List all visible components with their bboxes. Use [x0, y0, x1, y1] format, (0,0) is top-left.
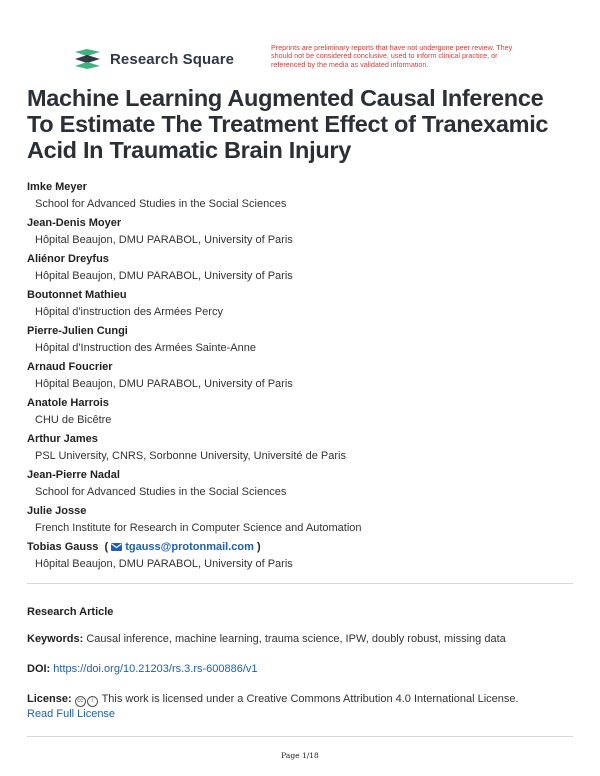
author-entry	[27, 252, 572, 288]
author-name: Jean-Pierre Nadal	[27, 469, 120, 481]
corresponding-author-entry	[27, 540, 572, 576]
author-affiliation: Hôpital Beaujon, DMU PARABOL, University of Paris	[35, 234, 293, 246]
author-affiliation: Hôpital Beaujon, DMU PARABOL, University of Paris	[35, 378, 293, 390]
author-entry	[27, 396, 572, 432]
author-list	[27, 180, 572, 576]
author-entry	[27, 324, 572, 360]
page-number: Page 1/18	[281, 751, 319, 760]
author-name: Imke Meyer	[27, 181, 87, 193]
research-square-logo[interactable]	[73, 48, 234, 70]
doi: DOI: https://doi.org/10.21203/rs.3.rs-600886/v1	[27, 663, 258, 675]
author-name: Arnaud Foucrier	[27, 361, 113, 373]
header	[0, 0, 600, 80]
divider	[27, 583, 573, 584]
author-entry	[27, 468, 572, 504]
author-affiliation: Hôpital d'Instruction des Armées Sainte-Anne	[35, 342, 256, 354]
author-name: Boutonnet Mathieu	[27, 289, 127, 301]
author-name: Aliénor Dreyfus	[27, 253, 109, 265]
logo-text: Research Square	[110, 50, 235, 68]
author-affiliation: Hôpital Beaujon, DMU PARABOL, University of Paris	[35, 558, 293, 570]
paper-title: Machine Learning Augmented Causal Inference To Estimate The Treatment Effect of Tranexamic Acid In Traumatic Brain Injury	[27, 85, 549, 163]
read-full-license-link[interactable]: Read Full License	[27, 708, 116, 720]
mail-icon	[111, 543, 122, 551]
author-affiliation: School for Advanced Studies in the Social Sciences	[35, 486, 287, 498]
author-affiliation: Hôpital d'instruction des Armées Percy	[35, 306, 223, 318]
author-affiliation: Hôpital Beaujon, DMU PARABOL, University of Paris	[35, 270, 293, 282]
attribution-icon: i	[87, 696, 98, 707]
author-entry	[27, 432, 572, 468]
author-affiliation: French Institute for Research in Computer Science and Automation	[35, 522, 362, 534]
article-type: Research Article	[27, 606, 114, 618]
author-affiliation: PSL University, CNRS, Sorbonne University, Université de Paris	[35, 450, 346, 462]
corresponding-author-name: Tobias Gauss ( tgauss@protonmail.com )	[27, 541, 261, 553]
preprint-disclaimer: Preprints are preliminary reports that have not undergone peer review. They should not be considered conclusive, used to inform clinical practice, or referenced by the media as validated information.	[271, 43, 513, 69]
author-entry	[27, 360, 572, 396]
author-name: Pierre-Julien Cungi	[27, 325, 128, 337]
author-name: Jean-Denis Moyer	[27, 217, 122, 229]
author-name: Julie Josse	[27, 505, 87, 517]
footer-divider	[27, 736, 573, 737]
doi-link[interactable]: https://doi.org/10.21203/rs.3.rs-600886/v1	[53, 663, 258, 675]
author-entry	[27, 504, 572, 540]
author-entry	[27, 216, 572, 252]
author-entry	[27, 180, 572, 216]
research-square-logo-icon	[73, 48, 103, 70]
keywords: Keywords: Causal inference, machine learning, trauma science, IPW, doubly robust, missing data	[27, 633, 506, 645]
author-email-link[interactable]: tgauss@protonmail.com	[111, 540, 254, 554]
creative-commons-icon: cc	[75, 696, 86, 707]
author-name: Anatole Harrois	[27, 397, 109, 409]
author-entry	[27, 288, 572, 324]
license: License: cc i This work is licensed under a Creative Commons Attribution 4.0 International License. Read Full License	[27, 693, 519, 720]
author-affiliation: CHU de Bicêtre	[35, 414, 112, 426]
author-affiliation: School for Advanced Studies in the Social Sciences	[35, 198, 287, 210]
author-name: Arthur James	[27, 433, 98, 445]
